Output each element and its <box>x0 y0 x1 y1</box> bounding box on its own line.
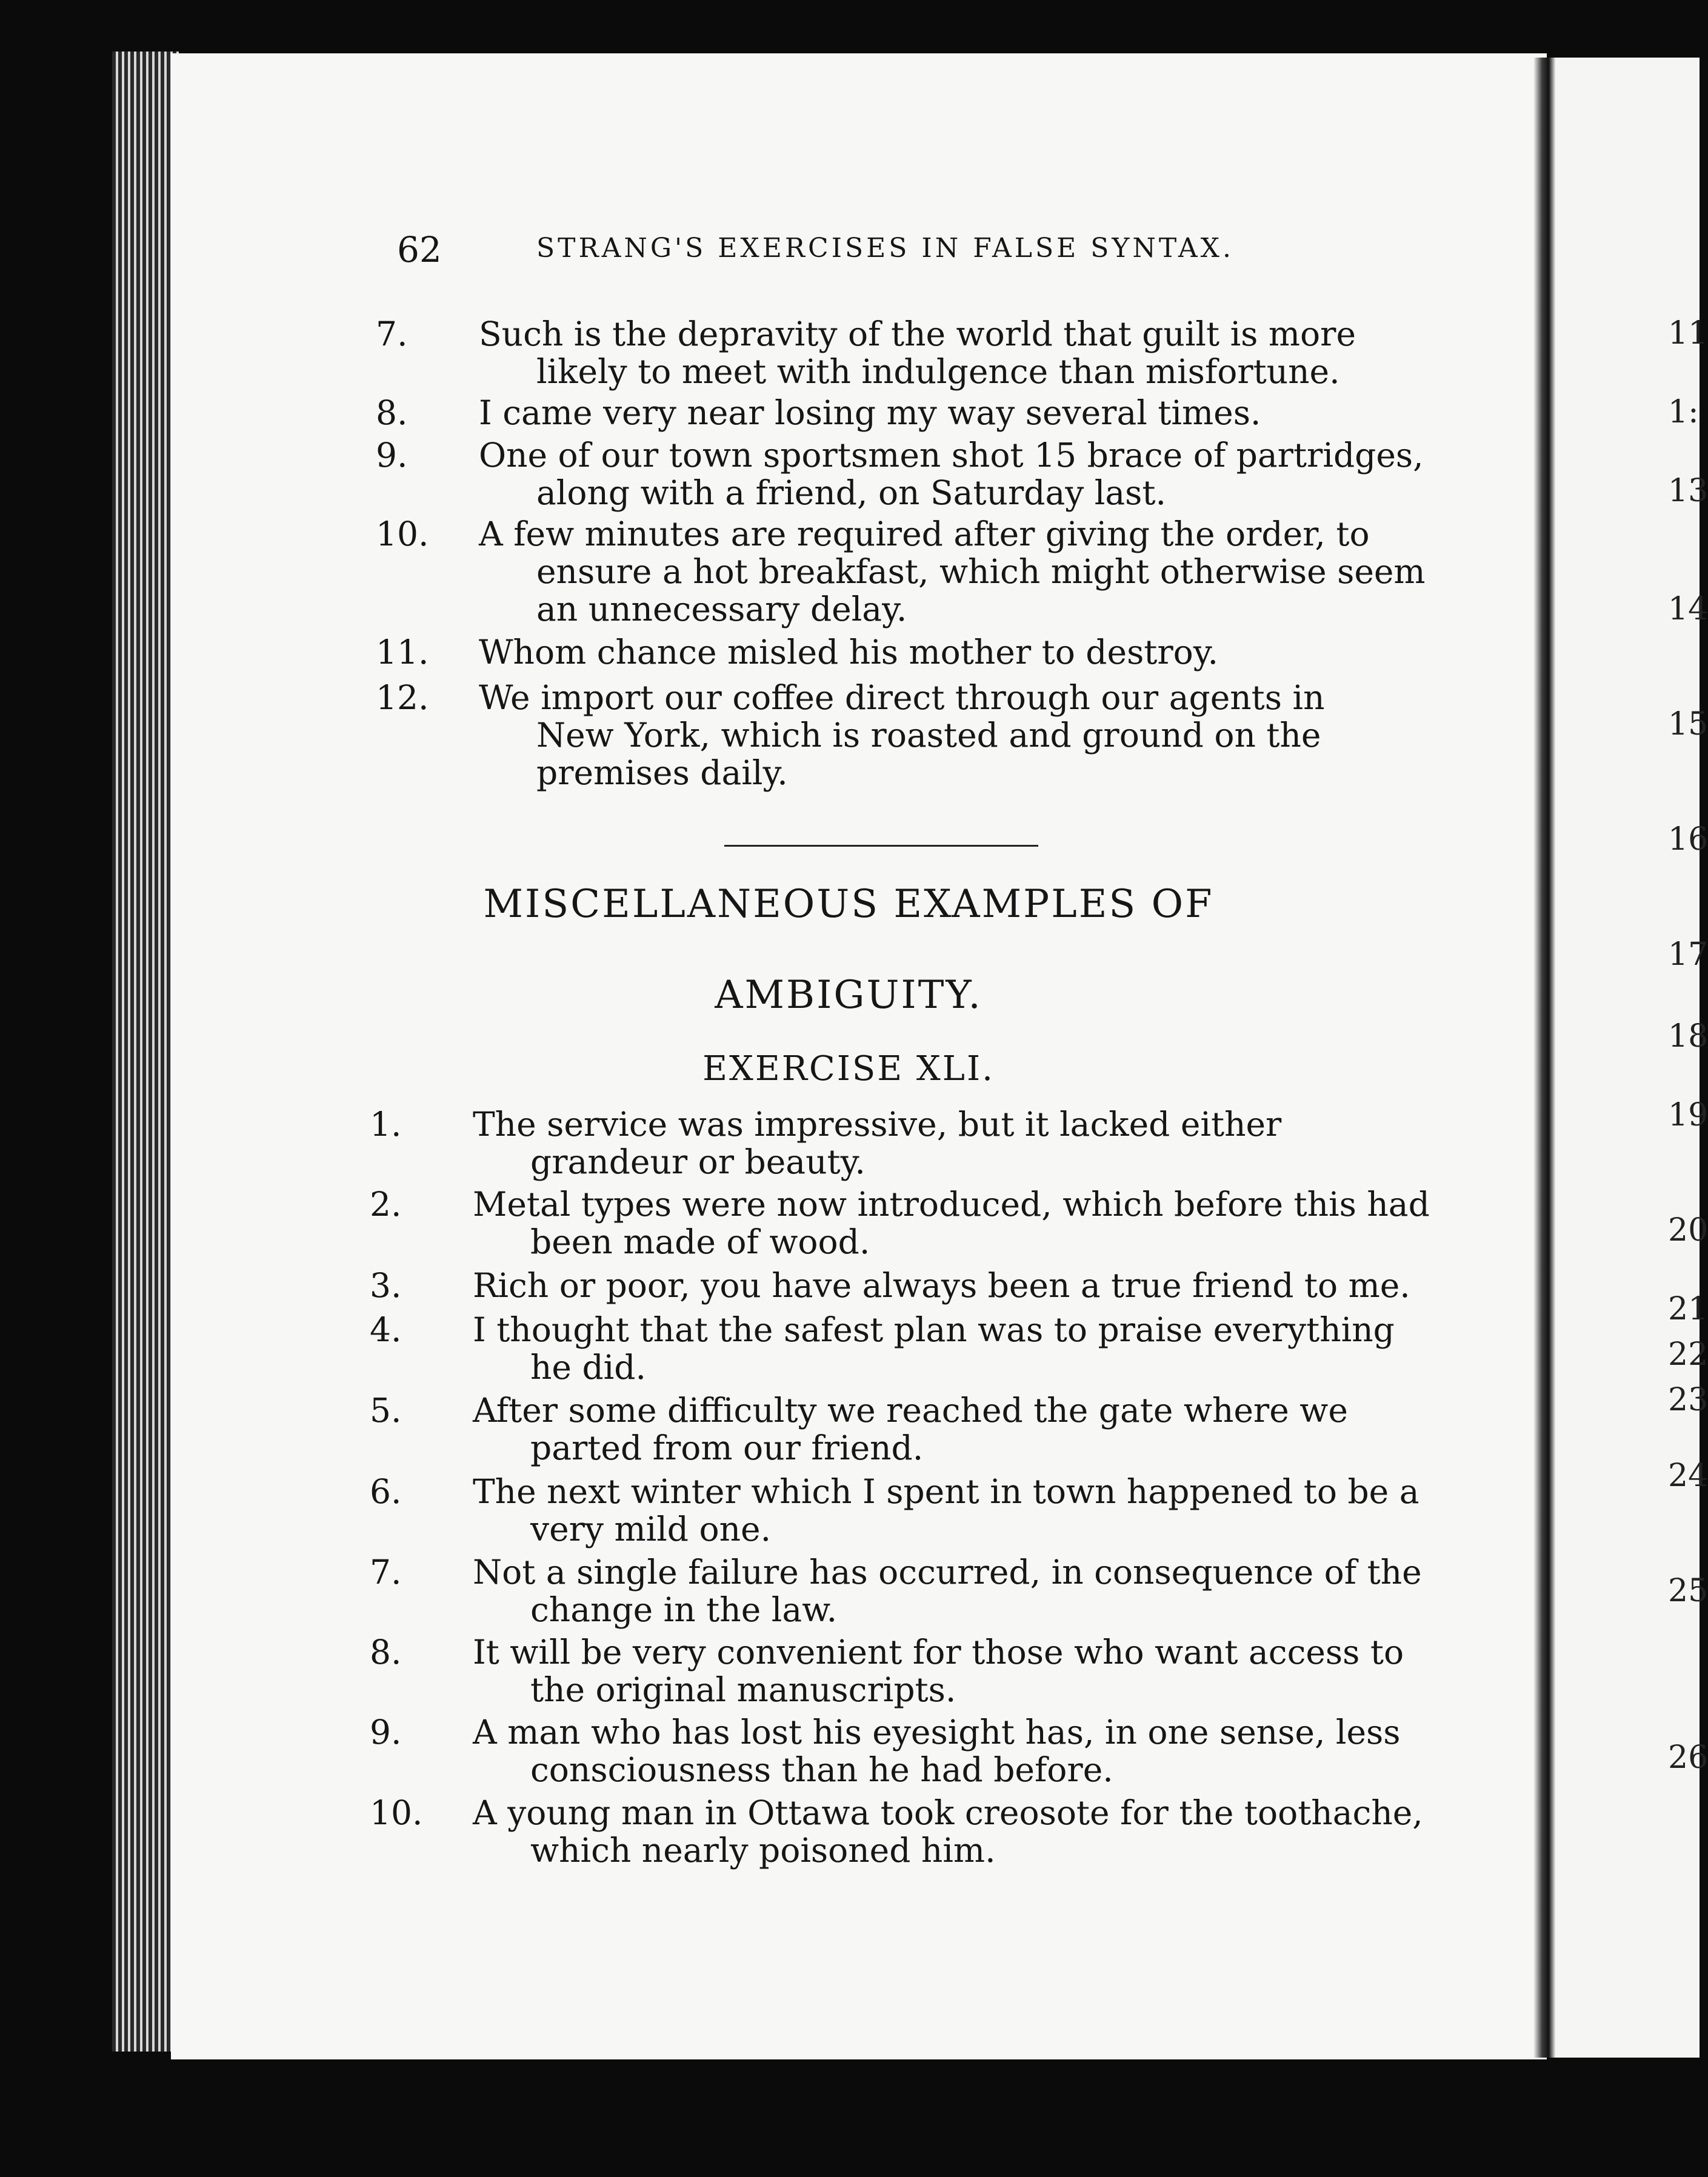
facing-page-item-number: 22 <box>1668 1336 1708 1373</box>
item-text-line3: premises daily. <box>536 753 788 792</box>
facing-page-item-number: 18 <box>1668 1018 1708 1055</box>
item-text-line2: grandeur or beauty. <box>530 1142 866 1181</box>
item-number: 4. <box>370 1310 402 1349</box>
facing-page-item-number: 20 <box>1668 1212 1708 1249</box>
running-title: STRANG'S EXERCISES IN FALSE SYNTAX. <box>536 233 1234 264</box>
item-text-line2: New York, which is roasted and ground on the <box>536 716 1321 755</box>
item-number: 7. <box>376 315 408 353</box>
facing-page-item-number: 17 <box>1668 936 1708 973</box>
page-number: 62 <box>397 229 442 270</box>
item-text-line1: Whom chance misled his mother to destroy. <box>479 633 1219 672</box>
item-number: 6. <box>370 1472 402 1511</box>
item-number: 7. <box>370 1553 402 1592</box>
section-title-line1: MISCELLANEOUS EXAMPLES OF <box>483 882 1214 927</box>
item-number: 9. <box>370 1713 402 1752</box>
item-text-line2: likely to meet with indulgence than misfortune. <box>536 352 1340 391</box>
item-number: 1. <box>370 1105 402 1144</box>
facing-page-item-number: 24 <box>1668 1458 1708 1494</box>
item-number: 2. <box>370 1185 402 1224</box>
item-text-line3: an unnecessary delay. <box>536 590 907 628</box>
item-text-line1: Not a single failure has occurred, in consequence of the <box>473 1553 1422 1592</box>
item-text-line1: I thought that the safest plan was to praise everything <box>473 1310 1395 1349</box>
item-text-line2: been made of wood. <box>530 1222 870 1261</box>
item-number: 8. <box>370 1633 402 1672</box>
facing-page-item-number: 26 <box>1668 1739 1708 1776</box>
facing-page-item-number: 19 <box>1668 1097 1708 1133</box>
item-number: 9. <box>376 436 408 475</box>
item-text-line1: The service was impressive, but it lacked either <box>473 1105 1282 1144</box>
item-text-line2: along with a friend, on Saturday last. <box>536 473 1166 512</box>
item-text-line1: We import our coffee direct through our agents in <box>479 678 1325 717</box>
facing-page-item-number: 1: <box>1668 394 1699 430</box>
item-text-line2: parted from our friend. <box>530 1429 924 1467</box>
item-number: 11. <box>376 633 429 672</box>
item-text-line2: which nearly poisoned him. <box>530 1831 996 1870</box>
facing-page-item-number: 21 <box>1668 1291 1708 1327</box>
item-text-line1: A few minutes are required after giving the order, to <box>479 515 1370 553</box>
item-text-line2: ensure a hot breakfast, which might otherwise seem <box>536 552 1426 591</box>
item-number: 3. <box>370 1266 402 1305</box>
item-text-line1: Such is the depravity of the world that guilt is more <box>479 315 1356 353</box>
item-text-line1: Metal types were now introduced, which before this had <box>473 1185 1430 1224</box>
book-page-edges <box>112 52 179 2052</box>
item-text-line2: change in the law. <box>530 1590 838 1629</box>
item-text-line1: It will be very convenient for those who want access to <box>473 1633 1404 1672</box>
facing-page-item-number: 25 <box>1668 1573 1708 1609</box>
section-title-line2: AMBIGUITY. <box>715 973 982 1018</box>
facing-page-item-number: 15 <box>1668 706 1708 742</box>
item-text-line1: A man who has lost his eyesight has, in one sense, less <box>473 1713 1401 1752</box>
book-gutter <box>1533 58 1555 2058</box>
item-text-line1: I came very near losing my way several times. <box>479 393 1261 432</box>
facing-page-item-number: 14 <box>1668 591 1708 627</box>
item-number: 10. <box>376 515 429 553</box>
item-number: 10. <box>370 1793 423 1832</box>
running-head <box>397 229 1246 272</box>
item-text-line2: very mild one. <box>530 1510 772 1549</box>
facing-page-item-number: 16 <box>1668 821 1708 858</box>
section-divider <box>724 845 1038 847</box>
item-number: 12. <box>376 678 429 717</box>
item-text-line1: The next winter which I spent in town happened to be a <box>473 1472 1419 1511</box>
facing-page-item-number: 11 <box>1668 315 1708 352</box>
item-text-line1: After some difficulty we reached the gate where we <box>473 1391 1348 1430</box>
item-number: 8. <box>376 393 408 432</box>
item-text-line2: he did. <box>530 1348 646 1387</box>
item-number: 5. <box>370 1391 402 1430</box>
exercise-heading: EXERCISE XLI. <box>702 1049 995 1088</box>
facing-page-item-number: 13 <box>1668 473 1708 509</box>
facing-page-item-number: 23 <box>1668 1382 1708 1418</box>
item-text-line1: A young man in Ottawa took creosote for the toothache, <box>473 1793 1423 1832</box>
item-text-line1: One of our town sportsmen shot 15 brace of partridges, <box>479 436 1424 475</box>
item-text-line1: Rich or poor, you have always been a true friend to me. <box>473 1266 1410 1305</box>
item-text-line2: the original manuscripts. <box>530 1670 956 1709</box>
item-text-line2: consciousness than he had before. <box>530 1750 1113 1789</box>
